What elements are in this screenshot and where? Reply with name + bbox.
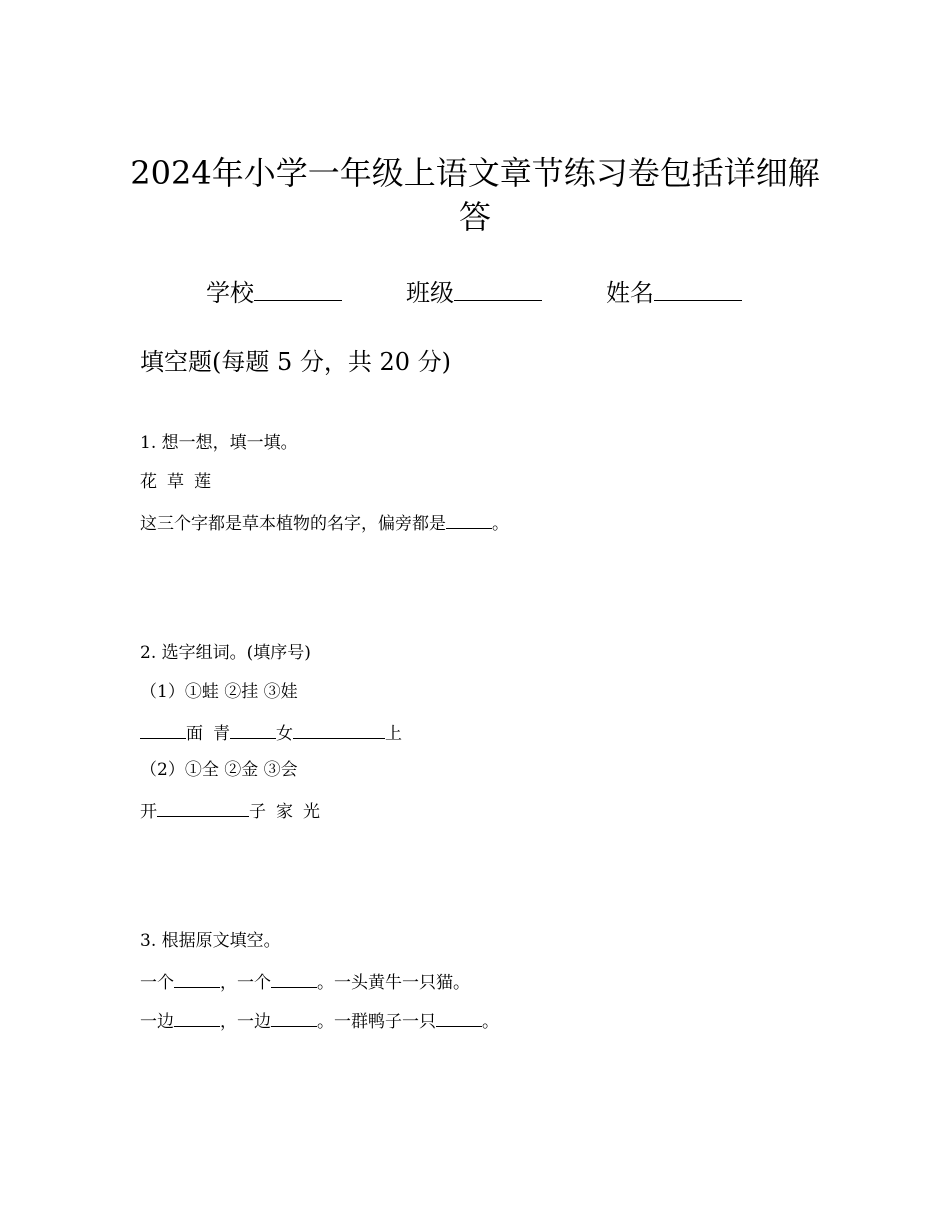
q1-chars (140, 469, 211, 495)
q2-word: 女 (276, 724, 293, 744)
q3-text: ，一个 (220, 973, 271, 993)
q2-part1-words (140, 718, 402, 747)
q2-part2-options: （2）①全 ②金 ③会 (140, 760, 298, 780)
q3-text: 一个 (140, 973, 174, 993)
q1-text-end: 。 (492, 514, 509, 534)
q2-header: 2. 选字组词。(填序号) (140, 643, 311, 663)
section-heading: 填空题(每题 5 分，共 20 分) (140, 348, 452, 376)
q2-part1-options: （1）①蛙 ②挂 ③娃 (140, 682, 298, 702)
q2-blank[interactable] (230, 718, 276, 739)
q1-char: 莲 (194, 472, 211, 492)
q3-header: 3. 根据原文填空。 (140, 931, 281, 951)
q1-text: 这三个字都是草本植物的名字，偏旁都是 (140, 514, 446, 534)
q1-blank[interactable] (446, 508, 492, 529)
q3-text: 一边 (140, 1012, 174, 1032)
q3-blank[interactable] (436, 1006, 482, 1027)
page-title-line-2: 答 (458, 198, 491, 236)
school-label: 学校 (206, 279, 254, 307)
q2-blank[interactable] (140, 718, 186, 739)
q3-text: 。一群鸭子一只 (317, 1012, 436, 1032)
q1-header: 1. 想一想，填一填。 (140, 433, 298, 453)
q3-text: 。一头黄牛一只猫。 (317, 973, 470, 993)
page-title-line-1: 2024年小学一年级上语文章节练习卷包括详细解 (130, 154, 820, 192)
q2-word: 青 (213, 724, 230, 744)
q3-blank[interactable] (271, 967, 317, 988)
q2-word: 光 (303, 802, 320, 822)
q2-word: 家 (276, 802, 293, 822)
q3-line-2 (140, 1006, 499, 1035)
q2-blank[interactable] (157, 796, 249, 817)
class-label: 班级 (406, 279, 454, 307)
q3-blank[interactable] (174, 967, 220, 988)
q1-char: 花 (140, 472, 157, 492)
class-field (406, 274, 542, 311)
q3-blank[interactable] (174, 1006, 220, 1027)
q2-blank[interactable] (293, 718, 385, 739)
q2-word: 子 (249, 802, 266, 822)
class-blank[interactable] (454, 274, 542, 301)
q2-word: 上 (385, 724, 402, 744)
q3-blank[interactable] (271, 1006, 317, 1027)
q1-sentence (140, 508, 509, 537)
school-blank[interactable] (254, 274, 342, 301)
q2-word: 面 (186, 724, 203, 744)
q3-line-1 (140, 967, 470, 996)
name-label: 姓名 (606, 279, 654, 307)
q3-text: ，一边 (220, 1012, 271, 1032)
q2-word: 开 (140, 802, 157, 822)
q3-text: 。 (482, 1012, 499, 1032)
name-field (606, 274, 742, 311)
name-blank[interactable] (654, 274, 742, 301)
q2-part2-words (140, 796, 320, 825)
q1-char: 草 (167, 472, 184, 492)
school-field (206, 274, 342, 311)
